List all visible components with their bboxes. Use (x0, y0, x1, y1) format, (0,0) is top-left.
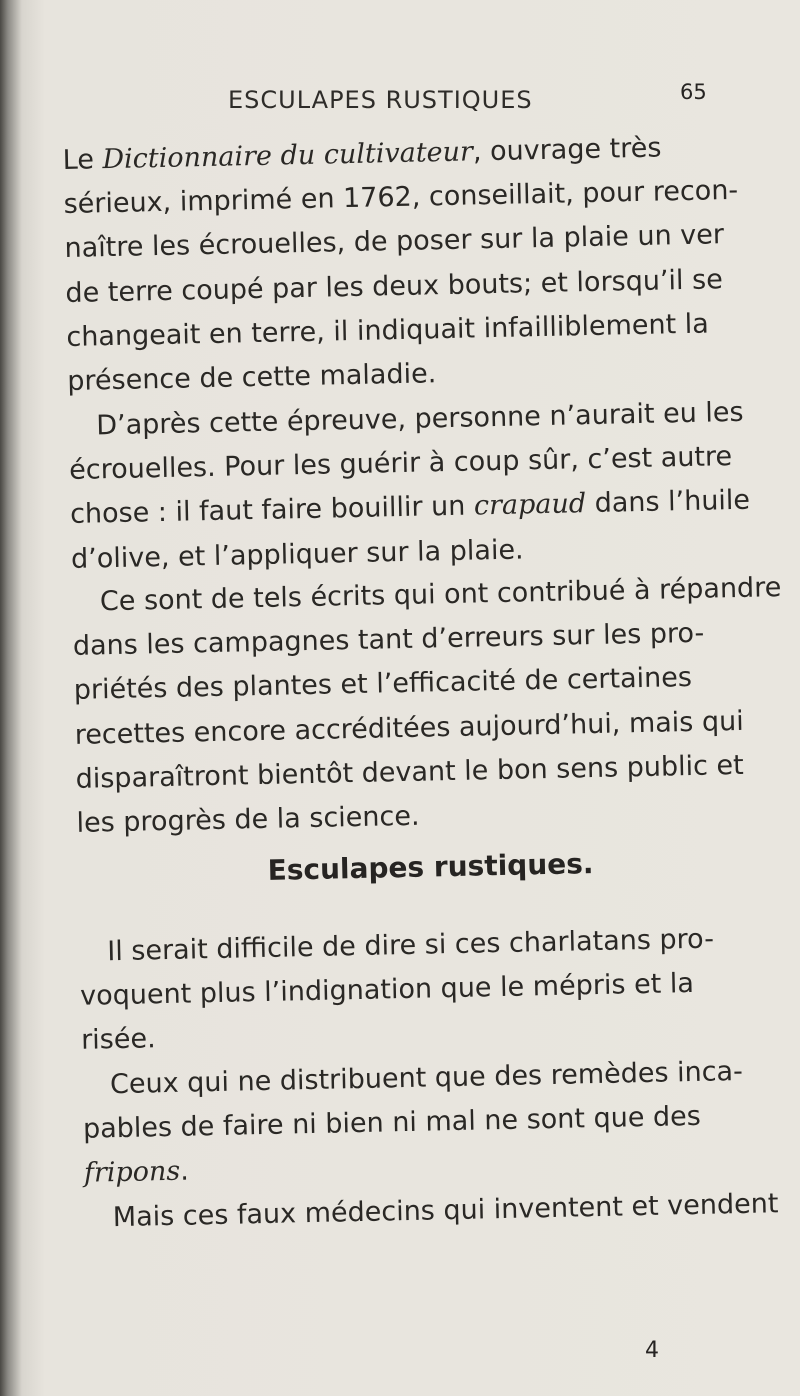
text-run: pables de faire ni bien ni mal ne sont que des (82, 1101, 702, 1145)
text-line (66, 309, 709, 352)
text-run: D’après cette épreuve, personne n’aurait eu les (95, 396, 744, 442)
text-run: recettes encore accréditées aujourd’hui, mais qui (74, 705, 744, 751)
text-line (80, 969, 694, 1012)
text-line (74, 663, 693, 706)
text-line (65, 265, 723, 309)
text-line (73, 619, 705, 662)
text-run: Il serait difficile de dire si ces charlatans pro- (106, 923, 715, 968)
italic-text: fripons (83, 1156, 181, 1190)
text-line (110, 1057, 743, 1100)
section-heading: Esculapes rustiques. (267, 847, 594, 887)
text-run: les progrès de la science. (76, 800, 420, 839)
text-run: de terre coupé par les deux bouts; et lorsqu’il se (65, 263, 724, 309)
text-line (96, 398, 744, 442)
text-run: Mais ces faux médecins qui inventent et vendent (112, 1188, 779, 1234)
text-run: risée. (80, 1023, 156, 1057)
text-run: chose : il faut faire bouillir un (69, 490, 475, 531)
text-line (62, 133, 661, 176)
text-line (75, 751, 744, 795)
text-line (107, 925, 714, 968)
text-run: disparaîtront bientôt devant le bon sens public et (75, 749, 745, 795)
signature-mark: 4 (645, 1338, 659, 1363)
text-line (74, 706, 744, 750)
text-line (63, 176, 738, 220)
text-line (81, 1025, 156, 1057)
text-run: voquent plus l’indignation que le mépris et la (79, 968, 695, 1012)
text-line (69, 442, 732, 486)
text-run: Le (62, 144, 103, 176)
text-line (113, 1189, 779, 1233)
text-line (64, 221, 724, 265)
text-run: naître les écrouelles, de poser sur la plaie un ver (64, 219, 725, 265)
text-run: , ouvrage très (472, 132, 662, 168)
text-line (67, 359, 437, 397)
text-run: écrouelles. Pour les guérir à coup sûr, c’est autre (68, 441, 733, 487)
italic-text: Dictionnaire du cultivateur (102, 136, 474, 176)
italic-text: crapaud (473, 488, 587, 522)
text-line (83, 1102, 701, 1145)
text-line (71, 535, 524, 574)
text-run: changeait en terre, il indiquait infailliblement la (66, 308, 710, 353)
text-run: Ce sont de tels écrits qui ont contribué à répandre (99, 572, 782, 618)
text-run: d’olive, et l’appliquer sur la plaie. (70, 534, 524, 575)
running-title: ESCULAPES RUSTIQUES (228, 86, 533, 114)
text-run: dans l’huile (585, 485, 751, 520)
text-line (76, 802, 420, 839)
text-run: priétés des plantes et l’efficacité de certaines (73, 662, 693, 707)
page-number: 65 (680, 80, 707, 104)
text-run: présence de cette maladie. (67, 358, 437, 397)
text-line (70, 486, 750, 530)
text-run: sérieux, imprimé en 1762, conseillait, pour recon- (63, 175, 739, 221)
text-run: . (179, 1155, 190, 1188)
text-run: dans les campagnes tant d’erreurs sur les pro- (72, 617, 705, 663)
text-line (100, 573, 782, 617)
text-run: Ceux qui ne distribuent que des remèdes inca- (109, 1055, 744, 1101)
text-line (84, 1157, 190, 1189)
